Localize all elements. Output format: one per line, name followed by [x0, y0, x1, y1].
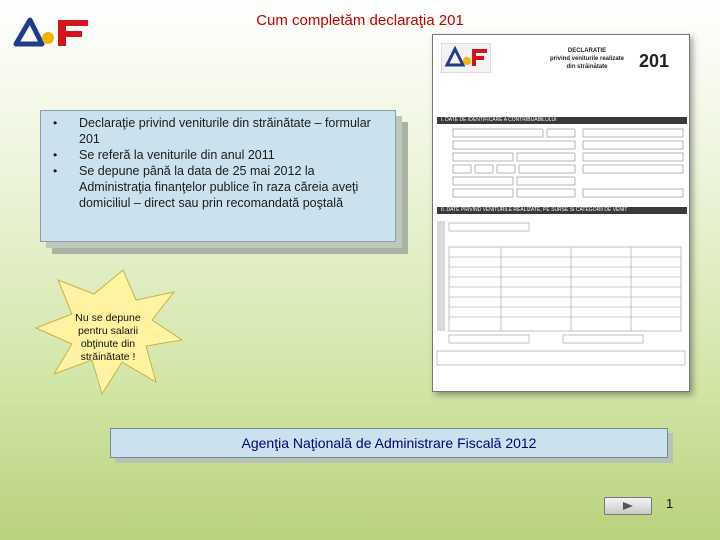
bullet-text: Se referă la veniturile din anul 2011 — [79, 148, 275, 162]
form-logo — [441, 43, 491, 73]
form-201-image — [432, 34, 690, 392]
bullet-marker: • — [53, 116, 58, 130]
form-title — [527, 47, 647, 71]
form-fields-2 — [433, 217, 689, 367]
form-title-line: privind veniturile realizate — [549, 56, 625, 62]
form-section-2: II. DATE PRIVIND VENITURILE REALIZATE, PE SURSE SI CATEGORII DE VENIT — [437, 207, 687, 214]
page-number: 1 — [666, 496, 674, 511]
bullet-list — [53, 115, 383, 211]
form-number: 201 — [639, 51, 670, 71]
next-slide-button[interactable] — [604, 497, 652, 515]
bullet-marker: • — [53, 164, 58, 178]
bullet-text: Declaraţie privind veniturile din străinătate – formular 201 — [79, 116, 371, 146]
info-box — [40, 110, 396, 242]
bullet-item — [53, 147, 383, 163]
bullet-text: Se depune până la data de 25 mai 2012 la Administraţia finanţelor publice în raza căreia aveţi domiciliul – direct sau prin recomandată poştală — [79, 164, 359, 210]
agency-banner: Agenţia Naţională de Administrare Fiscală 2012 — [110, 428, 668, 458]
next-arrow-icon — [605, 498, 651, 514]
form-title-line: DECLARATIE — [567, 48, 607, 54]
bullet-item — [53, 163, 383, 211]
bullet-marker: • — [53, 148, 58, 162]
form-fields-1 — [433, 125, 689, 205]
form-section-1: I. DATE DE IDENTIFICARE A CONTRIBUABILULUI — [437, 117, 687, 124]
form-title-line: din străinătate — [566, 64, 608, 70]
bullet-item — [53, 115, 383, 147]
slide-title: Cum completăm declaraţia 201 — [256, 12, 464, 29]
callout-text: Nu se depune pentru salarii obţinute din străinătate ! — [75, 312, 141, 363]
